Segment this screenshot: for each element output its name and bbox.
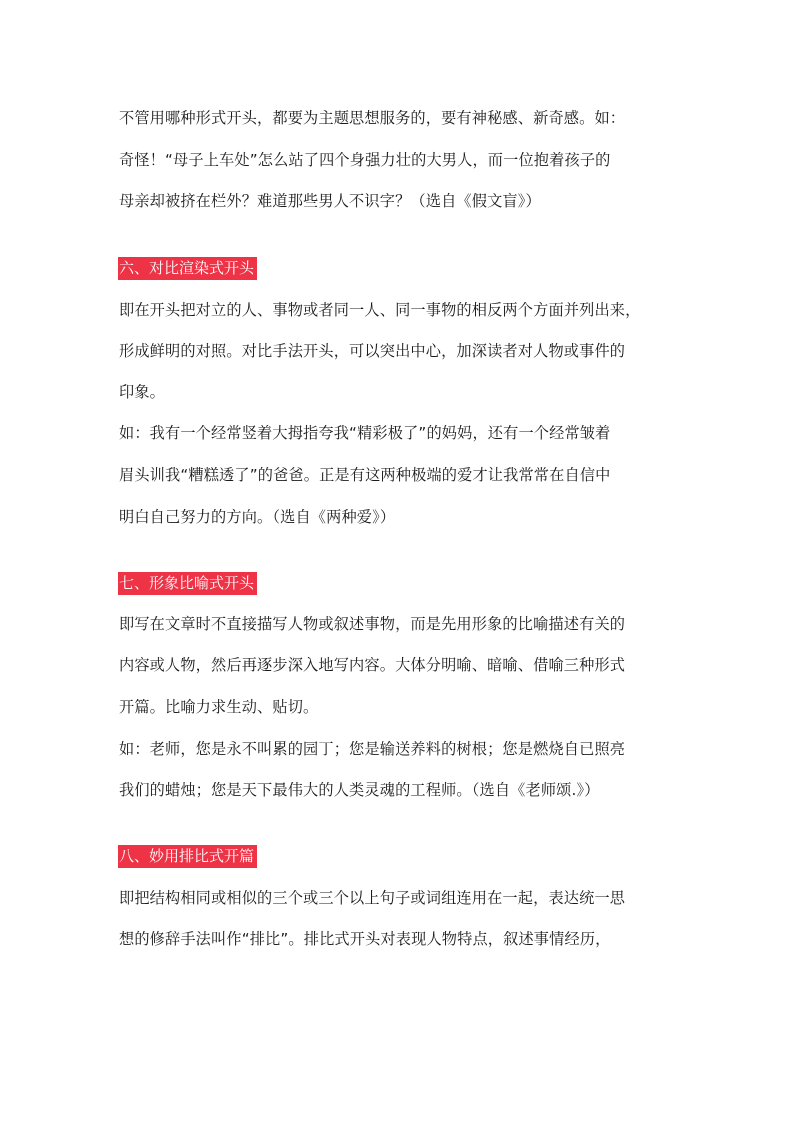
text-line: 想的修辞手法叫作“排比”。排比式开头对表现人物特点，叙述事情经历， [119, 930, 611, 948]
text-line: 母亲却被挤在栏外？难道那些男人不识字？（选自《假文盲》） [119, 192, 541, 210]
text-line: 我们的蜡烛；您是天下最伟大的人类灵魂的工程师。（选自《老师颂.》） [119, 781, 600, 799]
section-heading-6: 六、对比渲染式开头 [118, 257, 257, 280]
text-line: 内容或人物，然后再逐步深入地写内容。大体分明喻、暗喻、借喻三种形式 [119, 656, 626, 674]
section-heading-8: 八、妙用排比式开篇 [118, 845, 257, 868]
text-line: 如：老师，您是永不叫累的园丁；您是输送养料的树根；您是燃烧自已照亮 [119, 740, 626, 758]
text-line: 如：我有一个经常竖着大拇指夸我“精彩极了”的妈妈，还有一个经常皱着 [119, 424, 611, 442]
text-line: 奇怪！“母子上车处”怎么站了四个身强力壮的大男人，而一位抱着孩子的 [119, 151, 611, 169]
text-line: 即把结构相同或相似的三个或三个以上句子或词组连用在一起，表达统一思 [119, 889, 626, 907]
text-line: 眉头训我“糟糕透了”的爸爸。正是有这两种极端的爱才让我常常在自信中 [119, 466, 611, 484]
text-line: 形成鲜明的对照。对比手法开头，可以突出中心，加深读者对人物或事件的 [119, 342, 626, 360]
text-line: 印象。 [119, 383, 166, 401]
text-line: 不管用哪种形式开头，都要为主题思想服务的，要有神秘感、新奇感。如： [119, 109, 626, 127]
section-heading-7: 七、形象比喻式开头 [118, 572, 257, 595]
text-line: 即在开头把对立的人、事物或者同一人、同一事物的相反两个方面并列出来， [119, 301, 641, 319]
text-line: 开篇。比喻力求生动、贴切。 [119, 698, 319, 716]
text-line: 明白自己努力的方向。（选自《两种爱》） [119, 508, 396, 526]
text-line: 即写在文章时不直接描写人物或叙述事物，而是先用形象的比喻描述有关的 [119, 615, 626, 633]
